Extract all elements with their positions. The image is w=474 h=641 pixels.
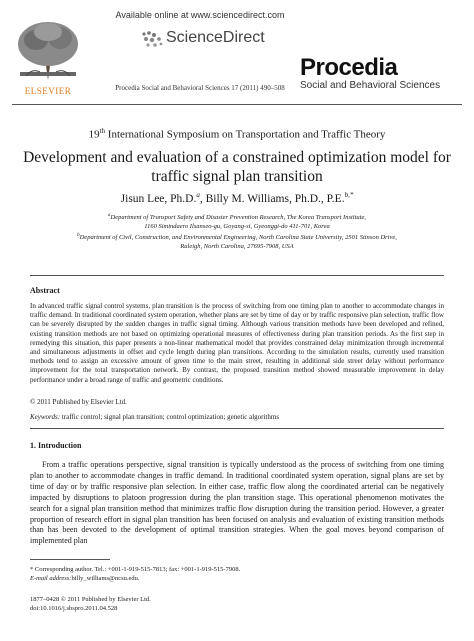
author-name: Jisun Lee, Ph.D.: [120, 192, 197, 205]
elsevier-wordmark: ELSEVIER: [24, 86, 72, 96]
author-affil-marker: a: [196, 191, 200, 199]
issn-line: 1877–0428 © 2011 Published by Elsevier Ltd.: [30, 596, 151, 603]
affil-marker: a: [108, 213, 111, 218]
abstract-top-divider: [30, 275, 444, 276]
procedia-logo-title: Procedia: [300, 54, 398, 81]
affiliation-a-address: 1160 Simindaero Ilsanseo-gu, Goyang-si, Gyeonggi-do 411-701, Korea: [144, 223, 330, 231]
email-label: E-mail address:: [30, 575, 72, 582]
paper-title: Development and evaluation of a constrained optimization model for traffic signal plan transition: [23, 149, 451, 185]
affiliation-b: [30, 231, 444, 242]
conference-ordinal: th: [99, 127, 106, 135]
email-note: [30, 575, 140, 582]
section-heading-introduction: 1. Introduction: [30, 441, 82, 450]
abstract-body: In advanced traffic signal control systems, plan transition is the process of switching from one timing plan to another to accommodate changes in traffic demand. In traditional coordinated system operation, whether plans are set by time of day or by traffic responsive plan selection, traffic flow can be severely disrupted by the sudden changes in traffic signal timing. Although various transition methods have been developed and refined, existing transition methods are not based on optimizing operational measures of effectiveness during plan transition periods. As the first step in remedying this situation, this paper presents a non-linear mathematical model that provides constrained delay minimization through incremental and simultaneous adjustments in offset and cycle length during plan transitions. According to the simulation results, currently used transition methods tend to assign an excessive amount of green time to the main street, resulting in additional side street delay without performance improvement for the total transportation network. By contrast, the proposed transition method showed measurable improvement in delay performance under a broad range of traffic and geometric conditions.: [30, 302, 444, 384]
affil-text: Department of Transport Safety and Disaster Prevention Research, The Korea Transport Institute,: [110, 214, 366, 222]
affiliation-b-address: Raleigh, North Carolina, 27695-7908, USA: [180, 243, 294, 251]
author-name: , Billy M. Williams, Ph.D., P.E.: [199, 192, 345, 205]
header-divider: [12, 104, 462, 105]
affiliation-a: [30, 211, 444, 222]
doi-line: doi:10.1016/j.sbspro.2011.04.528: [30, 605, 118, 612]
corresponding-author-note: * Corresponding author. Tel.: +001-1-919-515-7813; fax: +001-1-919-515-7908.: [30, 566, 241, 573]
footnote-divider: [30, 559, 110, 560]
introduction-body: From a traffic operations perspective, signal transition is typically understood as the process of switching from one timing plan to another to accommodate changes in traffic demand. In traditional coordinated system operation, signal plans are set by time of day or by traffic responsive plan selection. In either case, traffic flow along the coordinated arterial can be negatively impacted by disruptions to platoon progression during the plan transition stage. This operational phenomenon motivates the search for a signal plan transition method that minimizes traffic flow disruption during the transition period. However, a greater proportion of research effort in signal plan transition has been focused on analysis and evaluation of existing transition methods than has been devoted to the development of optimal transition strategies. When the goal moves beyond comparison of implemented plan: [30, 460, 444, 546]
author-list: [12, 191, 462, 205]
elsevier-tree-logo: [12, 14, 84, 86]
copyright-notice: © 2011 Published by Elsevier Ltd.: [30, 398, 127, 406]
affiliations: [30, 211, 444, 251]
affil-text: Department of Civil, Construction, and Environmental Engineering, North Carolina State University, 2501 Stinson Drive,: [79, 234, 397, 242]
conference-name: [12, 127, 462, 141]
sciencedirect-logo: ScienceDirect: [166, 29, 265, 46]
abstract-bottom-divider: [30, 428, 444, 429]
procedia-logo-subtitle: Social and Behavioral Sciences: [300, 80, 441, 91]
sciencedirect-dots-icon: [140, 30, 164, 48]
author-affil-marker: b,*: [344, 191, 354, 199]
keywords-label: Keywords:: [30, 413, 61, 421]
keywords-list: traffic control; signal plan transition; control optimization; genetic algorithms: [60, 413, 280, 421]
affil-marker: b: [77, 233, 80, 239]
available-online-text: Available online at www.sciencedirect.com: [115, 10, 285, 20]
keywords: [30, 413, 444, 421]
issn-doi: [30, 595, 151, 613]
abstract-heading: Abstract: [30, 286, 60, 295]
journal-reference: Procedia Social and Behavioral Sciences 17 (2011) 490–508: [115, 84, 285, 92]
email-address: billy_williams@ncsu.edu.: [71, 575, 140, 582]
conference-number: 19: [88, 128, 100, 141]
conference-title: International Symposium on Transportation and Traffic Theory: [105, 128, 386, 141]
